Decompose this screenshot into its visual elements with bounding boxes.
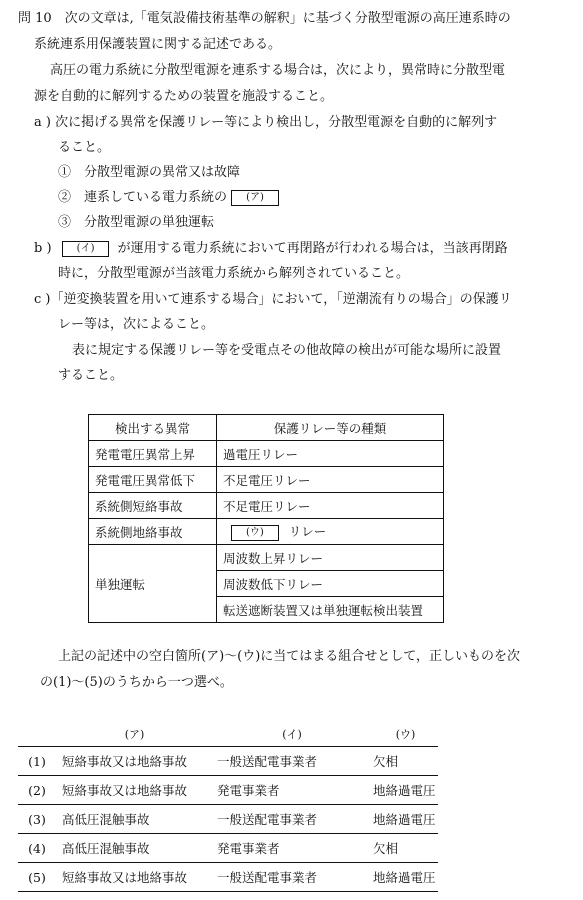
abnormal-cell: 発電電圧異常低下 bbox=[89, 467, 217, 493]
option-number: (2) bbox=[18, 776, 56, 805]
relay-cell: 過電圧リレー bbox=[217, 441, 444, 467]
table-row bbox=[89, 467, 444, 493]
relay-cell: 不足電圧リレー bbox=[217, 467, 444, 493]
table-row bbox=[89, 493, 444, 519]
item-a-sub2 bbox=[58, 189, 279, 207]
option-i-cell: 一般送配電事業者 bbox=[207, 747, 367, 776]
answer-option-row[interactable] bbox=[18, 834, 438, 863]
answer-option-row[interactable] bbox=[18, 776, 438, 805]
item-b-prefix: b ) bbox=[34, 241, 52, 256]
table-row bbox=[89, 519, 444, 545]
option-a-cell: 短絡事故又は地絡事故 bbox=[56, 776, 207, 805]
problem-header-line: 系統連系用保護装置に関する記述である。 bbox=[34, 37, 282, 52]
blank-i-box: (イ) bbox=[62, 241, 110, 257]
column-header: 保護リレー等の種類 bbox=[217, 415, 444, 441]
table-row bbox=[89, 545, 444, 571]
option-number: (4) bbox=[18, 834, 56, 863]
option-number: (3) bbox=[18, 805, 56, 834]
option-i-cell: 発電事業者 bbox=[207, 776, 367, 805]
relay-suffix: リレー bbox=[288, 524, 327, 539]
item-c-line: すること。 bbox=[58, 368, 124, 383]
option-u-cell: 欠相 bbox=[367, 834, 438, 863]
relay-cell: 転送遮断装置又は単独運転検出装置 bbox=[217, 597, 444, 623]
abnormal-cell: 発電電圧異常上昇 bbox=[89, 441, 217, 467]
relay-cell: 不足電圧リレー bbox=[217, 493, 444, 519]
body-paragraph-line: 高圧の電力系統に分散型電源を連系する場合は，次により，異常時に分散型電 bbox=[50, 63, 506, 78]
option-u-cell: 地絡過電圧 bbox=[367, 805, 438, 834]
option-number: (1) bbox=[18, 747, 56, 776]
abnormal-cell: 系統側地絡事故 bbox=[89, 519, 217, 545]
item-a-sub2-text: ② 連系している電力系統の bbox=[58, 190, 228, 205]
column-header: (イ) bbox=[207, 722, 367, 747]
answer-option-row[interactable] bbox=[18, 805, 438, 834]
question-line: 上記の記述中の空白箇所(ア)～(ウ)に当てはまる組合せとして，正しいものを次 bbox=[58, 649, 521, 664]
option-i-cell: 発電事業者 bbox=[207, 834, 367, 863]
blank-u-box: (ウ) bbox=[231, 525, 279, 541]
relay-table-header bbox=[89, 415, 444, 441]
item-c-line: c )「逆変換装置を用いて連系する場合」において，「逆潮流有りの場合」の保護リ bbox=[34, 292, 512, 307]
option-a-cell: 高低圧混触事故 bbox=[56, 805, 207, 834]
table-row bbox=[89, 441, 444, 467]
option-u-cell: 地絡過電圧 bbox=[367, 863, 438, 892]
item-c-line: レー等は，次によること。 bbox=[58, 317, 215, 332]
column-header: (ウ) bbox=[367, 722, 438, 747]
relay-table bbox=[88, 414, 444, 623]
item-a-line: ること。 bbox=[58, 140, 111, 155]
option-a-cell: 高低圧混触事故 bbox=[56, 834, 207, 863]
column-header: 検出する異常 bbox=[89, 415, 217, 441]
answer-option-row[interactable] bbox=[18, 747, 438, 776]
option-u-cell: 地絡過電圧 bbox=[367, 776, 438, 805]
blank-a-box: (ア) bbox=[231, 190, 279, 206]
option-a-cell: 短絡事故又は地絡事故 bbox=[56, 747, 207, 776]
body-paragraph-line: 源を自動的に解列するための装置を施設すること。 bbox=[34, 89, 334, 104]
answer-table bbox=[18, 722, 438, 892]
option-u-cell: 欠相 bbox=[367, 747, 438, 776]
answer-table-header bbox=[18, 722, 438, 747]
answer-option-row[interactable] bbox=[18, 863, 438, 892]
option-i-cell: 一般送配電事業者 bbox=[207, 805, 367, 834]
item-b-text: が運用する電力系統において再閉路が行われる場合は，当該再閉路 bbox=[117, 241, 508, 256]
column-header: (ア) bbox=[56, 722, 207, 747]
question-line: の(1)～(5)のうちから一つ選べ。 bbox=[40, 675, 233, 690]
item-a-sub1: ① 分散型電源の異常又は故障 bbox=[58, 165, 241, 180]
item-a-sub3: ③ 分散型電源の単独運転 bbox=[58, 215, 215, 230]
option-a-cell: 短絡事故又は地絡事故 bbox=[56, 863, 207, 892]
abnormal-cell: 単独運転 bbox=[89, 545, 217, 623]
relay-cell: 周波数上昇リレー bbox=[217, 545, 444, 571]
item-c-line: 表に規定する保護リレー等を受電点その他故障の検出が可能な場所に設置 bbox=[72, 343, 502, 358]
option-number: (5) bbox=[18, 863, 56, 892]
abnormal-cell: 系統側短絡事故 bbox=[89, 493, 217, 519]
relay-cell bbox=[217, 519, 444, 545]
item-b-line: 時に，分散型電源が当該電力系統から解列されていること。 bbox=[58, 266, 410, 281]
problem-header-line: 問 10 次の文章は,「電気設備技術基準の解釈」に基づく分散型電源の高圧連系時の bbox=[18, 11, 511, 26]
option-i-cell: 一般送配電事業者 bbox=[207, 863, 367, 892]
item-b-line bbox=[34, 240, 508, 258]
column-header bbox=[18, 722, 56, 747]
item-a-line: a ) 次に掲げる異常を保護リレー等により検出し，分散型電源を自動的に解列す bbox=[34, 115, 498, 130]
relay-cell: 周波数低下リレー bbox=[217, 571, 444, 597]
